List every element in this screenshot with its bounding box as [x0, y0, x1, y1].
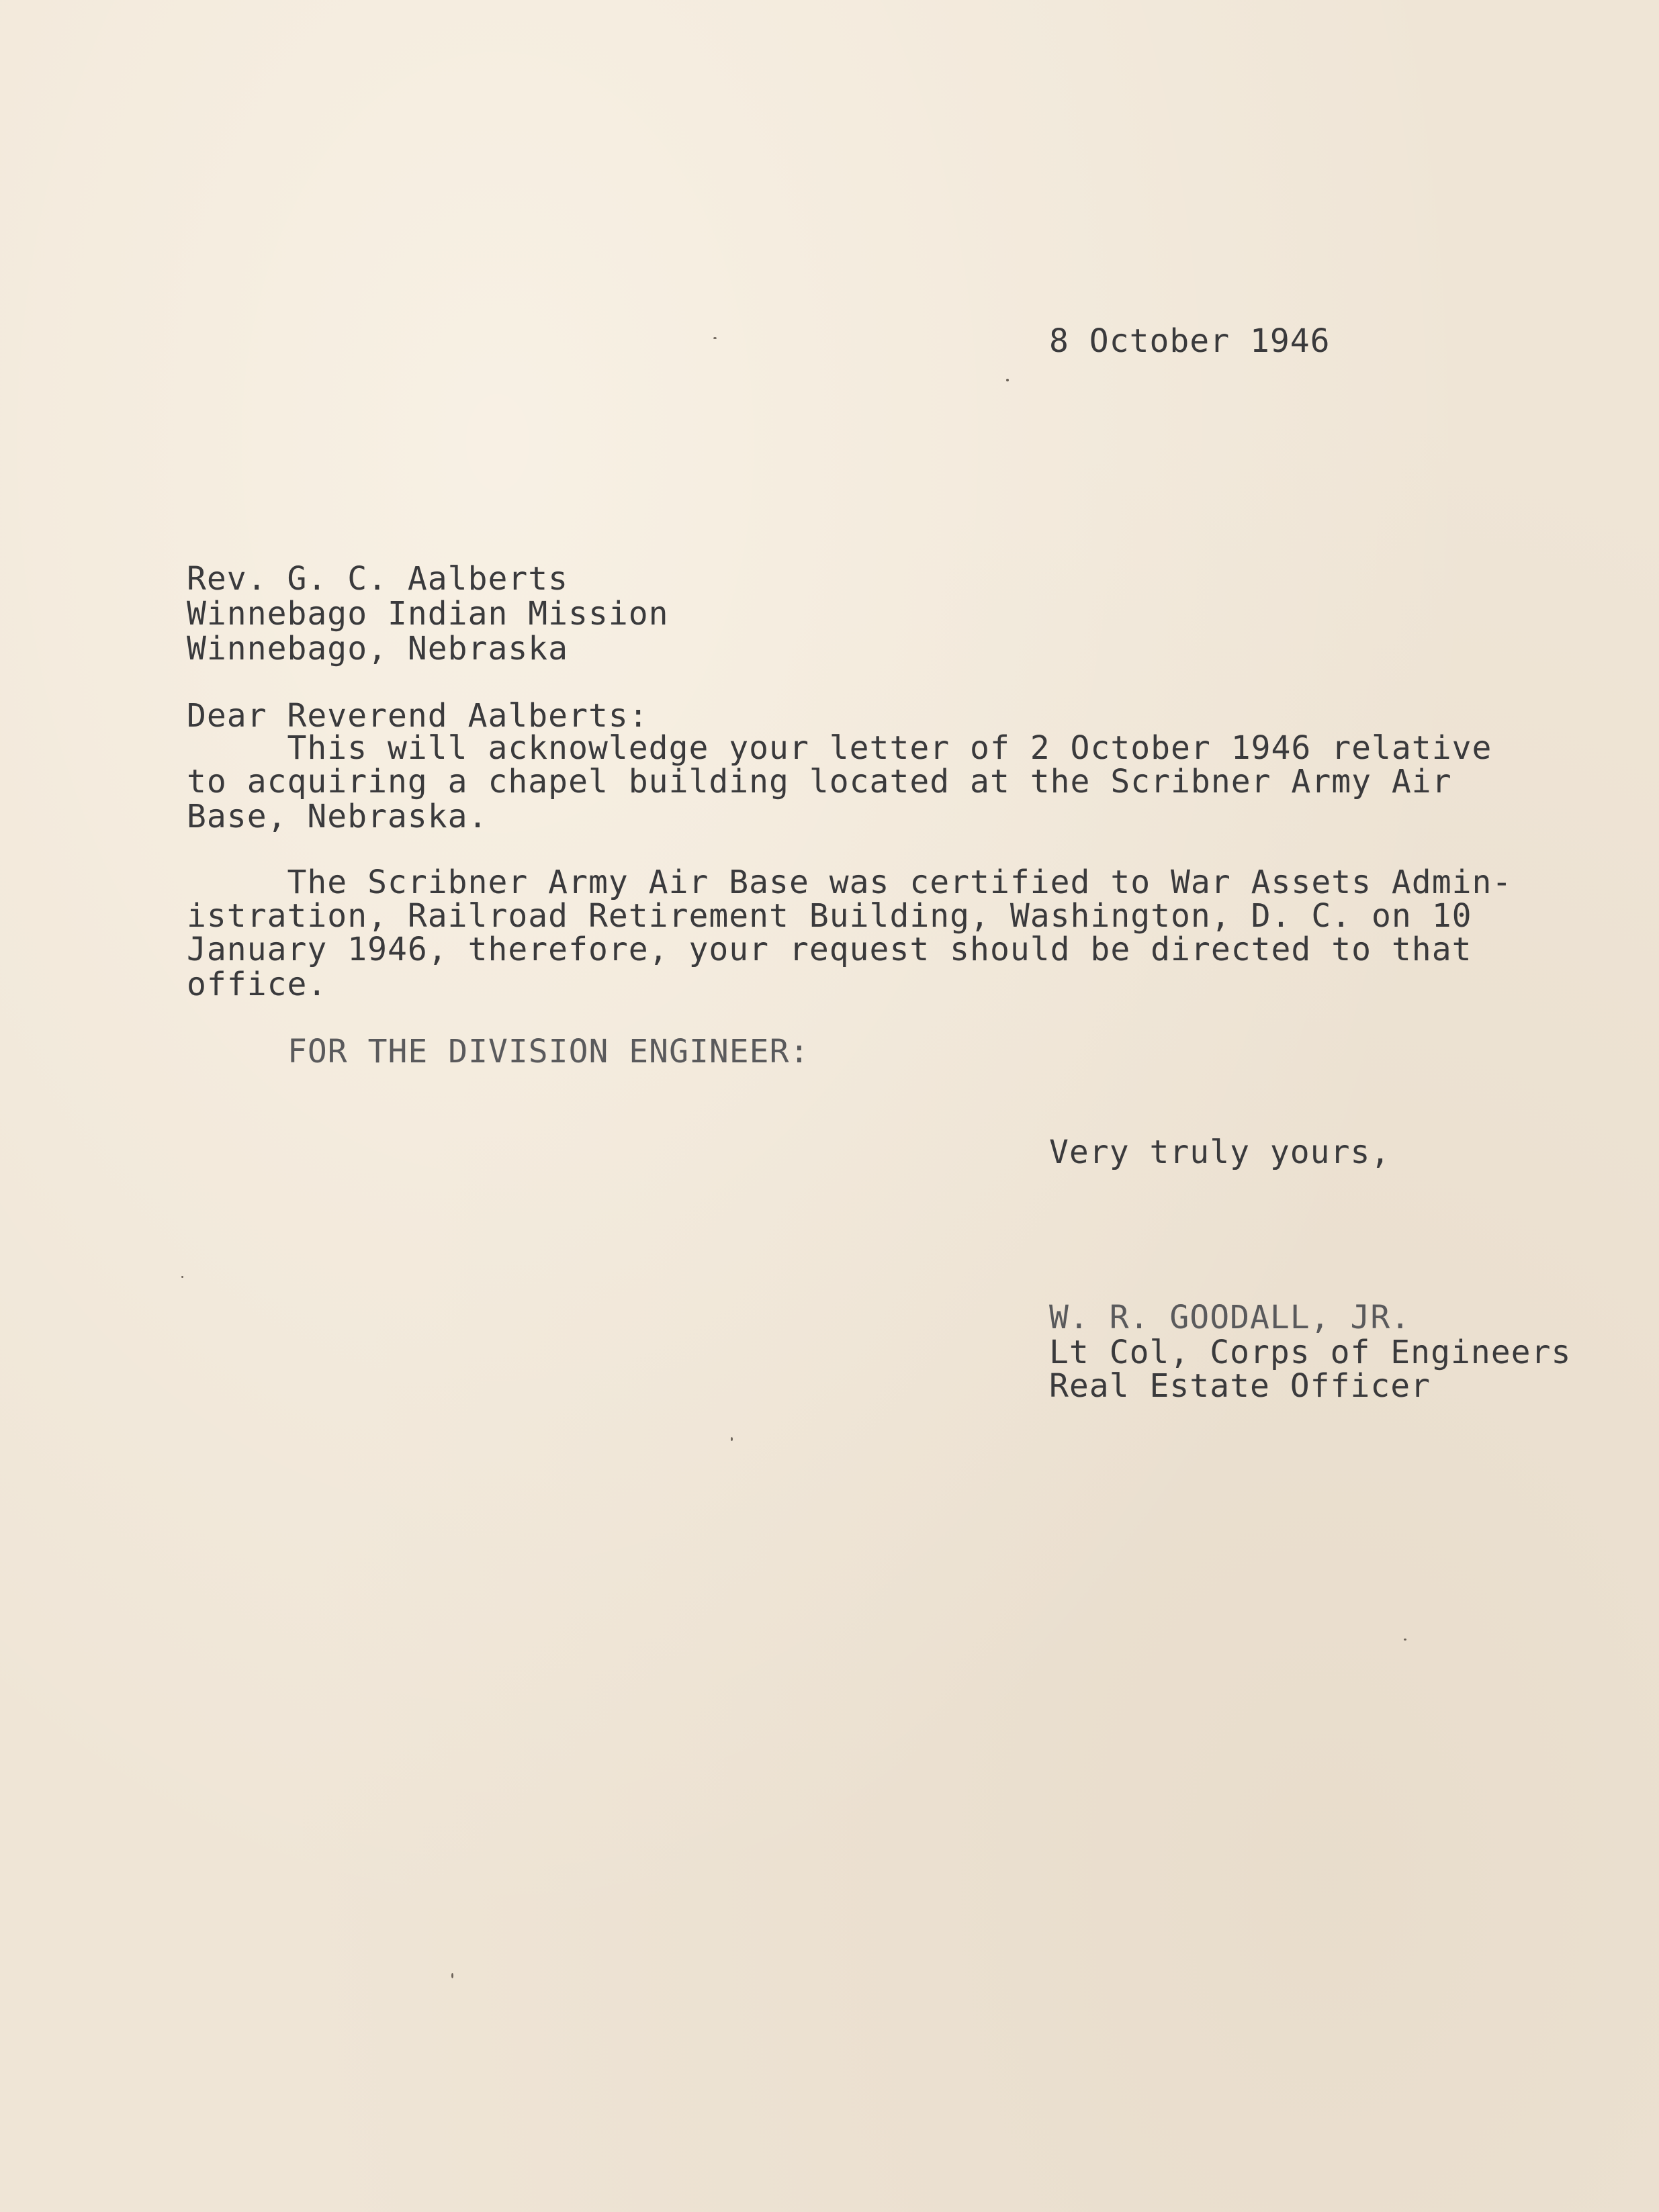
recipient-name: Rev. G. C. Aalberts	[187, 560, 569, 598]
paragraph2-line4: office.	[187, 966, 328, 1003]
paragraph1-line2: to acquiring a chapel building located at the Scribner Army Air	[187, 763, 1452, 800]
paper-speck	[451, 1973, 453, 1978]
paper-speck	[1006, 379, 1009, 381]
closing: Very truly yours,	[1049, 1134, 1391, 1171]
paragraph2-line2: istration, Railroad Retirement Building, Washington, D. C. on 10	[187, 897, 1472, 935]
letter-date: 8 October 1946	[1049, 322, 1331, 360]
paragraph1-line3: Base, Nebraska.	[187, 798, 488, 835]
paragraph2-line3: January 1946, therefore, your request should be directed to that	[187, 931, 1472, 968]
paper-speck	[731, 1437, 733, 1441]
for-division-engineer: FOR THE DIVISION ENGINEER:	[287, 1033, 810, 1070]
signature-title: Real Estate Officer	[1049, 1367, 1431, 1405]
paper-speck	[1404, 1639, 1406, 1641]
paragraph1-line1: This will acknowledge your letter of 2 October 1946 relative	[187, 729, 1492, 767]
paper-speck	[181, 1276, 183, 1278]
signature-rank: Lt Col, Corps of Engineers	[1049, 1334, 1572, 1371]
paper-speck	[713, 337, 717, 339]
recipient-organization: Winnebago Indian Mission	[187, 595, 669, 633]
recipient-location: Winnebago, Nebraska	[187, 630, 569, 667]
signature-name: W. R. GOODALL, JR.	[1049, 1299, 1411, 1336]
paragraph2-line1: The Scribner Army Air Base was certified to War Assets Admin-	[187, 864, 1513, 901]
salutation: Dear Reverend Aalberts:	[187, 697, 649, 735]
